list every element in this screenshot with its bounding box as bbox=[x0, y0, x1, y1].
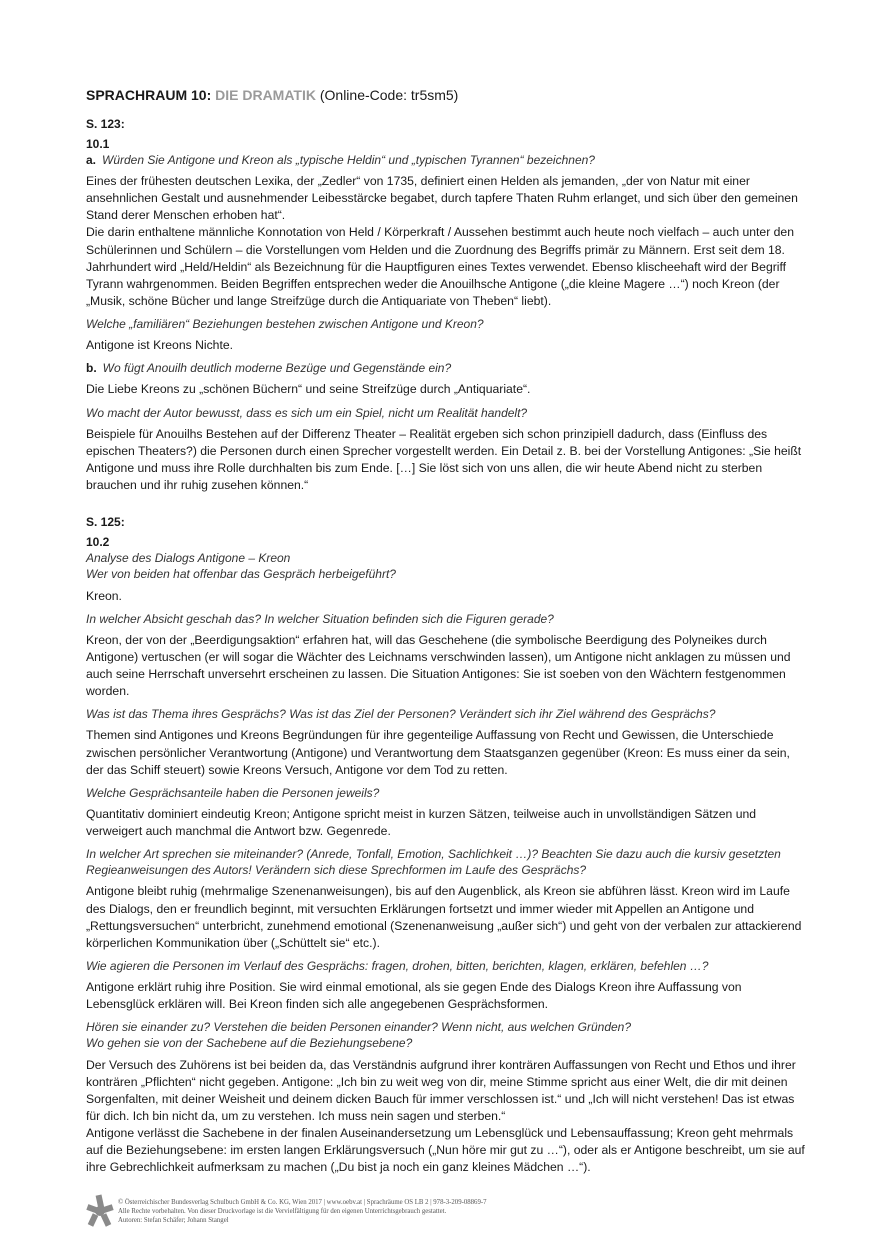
answer: Quantitativ dominiert eindeutig Kreon; Antigone spricht meist in kurzen Sätzen, teilweise auch in unvollständigen Sätzen und verweigert auch manchmal die Antwort bzw. Gegenrede. bbox=[86, 806, 757, 838]
title-topic: DIE DRAMATIK bbox=[215, 87, 316, 103]
answer: Kreon. bbox=[86, 588, 122, 603]
question: Welche „familiären“ Beziehungen bestehen zwischen Antigone und Kreon? bbox=[86, 316, 484, 331]
answer: Eines der frühesten deutschen Lexika, der „Zedler“ von 1735, definiert einen Helden als jemanden, „der von Natur mit einer ansehnlichen Gestalt und ausnehmender Leibesstärcke begabet, durch tapfere Thaten Ruhm erlanget, und sich über den gemeinen Stand derer Menschen erhoben hat“. Die darin enthaltene männliche Konnotation von Held / Körperkraft / Aussehen bestimmt auch heute noch vielfach – auch unter den Schülerinnen und Schülern – die Vorstellungen vom Helden und die Zuordnung des Begriffs primär zu Männern. Erst seit dem 18. Jahrhundert wird „Held/Heldin“ als Bezeichnung für die Hauptfiguren eines Textes verwendet. Ebenso klischeehaft wird der Begriff Tyrann wahrgenommen. Beiden Begriffen entsprechen weder die Anouilhsche Antigone („die kleine Magere …“) noch Kreon (der „Musik, schöne Bücher und lange Streifzüge durch die Antiquariate von Theben“ liebt). bbox=[86, 174, 798, 308]
page-reference-125: S. 125: bbox=[86, 515, 125, 530]
question: Wo macht der Autor bewusst, dass es sich um ein Spiel, nicht um Realität handelt? bbox=[86, 405, 528, 420]
section-number-10-1: 10.1 bbox=[86, 137, 110, 151]
question: b. Wo fügt Anouilh deutlich moderne Bezüge und Gegenstände ein? bbox=[86, 361, 452, 376]
question: Wie agieren die Personen im Verlauf des Gesprächs: fragen, drohen, bitten, berichten, klagen, erklären, befehlen …? bbox=[86, 958, 709, 973]
online-code: (Online-Code: tr5sm5) bbox=[319, 87, 459, 103]
authors-line: Autoren: Stefan Schäfer; Johann Stangel bbox=[118, 1217, 229, 1225]
section-number-10-2: 10.2 bbox=[86, 535, 110, 550]
worksheet-page bbox=[86, 86, 806, 1182]
answer: Antigone erklärt ruhig ihre Position. Sie wird einmal emotional, als sie gegen Ende des Dialogs Kreon ihre Auffassung von Lebensglück erklären will. Bei Kreon finden sich alle angegebenen Gesprächsformen. bbox=[86, 980, 742, 1012]
oebv-star-logo-icon bbox=[86, 1194, 114, 1228]
copyright-notice bbox=[118, 1198, 487, 1226]
answer: Der Versuch des Zuhörens ist bei beiden da, das Verständnis aufgrund ihrer konträren Auffassungen von Recht und Ethos und ihrer konträren „Pflichten“ nicht gegeben. Antigone: „Ich bin zu weit weg von dir, meine Stimme spricht aus einer Welt, die dir mit deinen Sorgenfalten, mit deiner Weisheit und deinem dicken Bauch für immer verschlossen ist.“ und „Ich will nicht verstehen! Das ist etwas für dich. Ich bin nicht da, um zu verstehen. Ich muss nein sagen und sterben.“ Antigone verlässt die Sachebene in der finalen Auseinandersetzung um Lebensglück und Lebensauffassung; Kreon geht mehrmals auf die Beziehungsebene: im ersten langen Erklärungsversuch („Nun höre mir gut zu …“), oder als er Antigone beschreibt, um sie auf ihre Gebrechlichkeit aufmerksam zu machen („Du bist ja noch ein ganz kleines Mädchen …“). bbox=[86, 1057, 805, 1175]
question: Analyse des Dialogs Antigone – Kreon Wer von beiden hat offenbar das Gespräch herbeigeführt? bbox=[86, 551, 396, 582]
task-label-b: b. bbox=[86, 361, 97, 376]
question: a. Würden Sie Antigone und Kreon als „typische Heldin“ und „typischen Tyrannen“ bezeichnen? bbox=[86, 153, 595, 167]
answer: Kreon, der von der „Beerdigungsaktion“ erfahren hat, will das Geschehene (die symbolische Beerdigung des Polyneikes durch Antigone) vertuschen (er will sogar die Wächter des Leichnams verschwinden lassen), um Antigone nicht anklagen zu müssen und auch seine Herrschaft unversehrt erscheinen zu lassen. Die Situation Antigones: Sie ist soeben von den Wächtern festgenommen worden. bbox=[86, 632, 791, 699]
question: Welche Gesprächsanteile haben die Personen jeweils? bbox=[86, 785, 380, 800]
copyright-line: © Österreichischer Bundesverlag Schulbuch GmbH & Co. KG, Wien 2017 | www.oebv.at | Sprachräume OS LB 2 | 978-3-209-08869-7 bbox=[118, 1199, 487, 1206]
question: Was ist das Thema ihres Gesprächs? Was ist das Ziel der Personen? Verändert sich ihr Ziel während des Gesprächs? bbox=[86, 707, 716, 722]
task-label-a: a. bbox=[86, 153, 97, 167]
answer: Antigone bleibt ruhig (mehrmalige Szenenanweisungen), bis auf den Augenblick, als Kreon sie abführen lässt. Kreon wird im Laufe des Dialogs, den er freundlich beginnt, mit versuchten Erklärungen fortsetzt und immer wieder mit Appellen an Antigone und „Rettungsversuchen“ unterbricht, zunehmend emotional (Szenenanweisung „außer sich“) und geht von der verbalen zur attackierend körperlichen Kommunikation über („Schüttelt sie“ etc.). bbox=[86, 884, 802, 950]
answer: Antigone ist Kreons Nichte. bbox=[86, 338, 234, 353]
answer: Die Liebe Kreons zu „schönen Büchern“ und seine Streifzüge durch „Antiquariate“. bbox=[86, 382, 531, 397]
question: Hören sie einander zu? Verstehen die beiden Personen einander? Wenn nicht, aus welchen Gründen? Wo gehen sie von der Sachebene auf die Beziehungsebene? bbox=[86, 1020, 632, 1051]
answer: Themen sind Antigones und Kreons Begründungen für ihre gegenteilige Auffassung von Recht und Gewissen, die Unterschiede zwischen persönlicher Verantwortung (Antigone) und Verantwortung dem Staatsganzen gegenüber (Kreon: Es muss einer da sein, der das Schiff steuert) sowie Kreons Versuch, Antigone vor dem Tod zu retten. bbox=[86, 728, 790, 777]
title-prefix: SPRACHRAUM 10: bbox=[86, 87, 212, 103]
rights-line: Alle Rechte vorbehalten. Von dieser Druckvorlage ist die Vervielfältigung für den eigenen Unterrichtsgebrauch gestattet. bbox=[118, 1208, 447, 1216]
answer: Beispiele für Anouilhs Bestehen auf der Differenz Theater – Realität ergeben sich schon prinzipiell dadurch, dass (Einfluss des epischen Theaters?) die Personen durch einen Sprecher vorgestellt werden. Ein Detail z. B. bei der Vorstellung Antigones: „Sie heißt Antigone und muss ihre Rolle durchhalten bis zum Ende. […] Sie löst sich von uns allen, die wir heute Abend nicht zu sterben brauchen und ihr ruhig zusehen können.“ bbox=[86, 426, 802, 493]
question: In welcher Art sprechen sie miteinander? (Anrede, Tonfall, Emotion, Sachlichkeit …)? Beachten Sie dazu auch die kursiv gesetzten Regieanweisungen des Autors! Verändern sich diese Sprechformen im Laufe des Gesprächs? bbox=[86, 847, 781, 878]
page-title bbox=[86, 86, 806, 104]
page-reference-123: S. 123: bbox=[86, 117, 125, 131]
footer bbox=[86, 1194, 806, 1234]
question: In welcher Absicht geschah das? In welcher Situation befinden sich die Figuren gerade? bbox=[86, 611, 554, 626]
